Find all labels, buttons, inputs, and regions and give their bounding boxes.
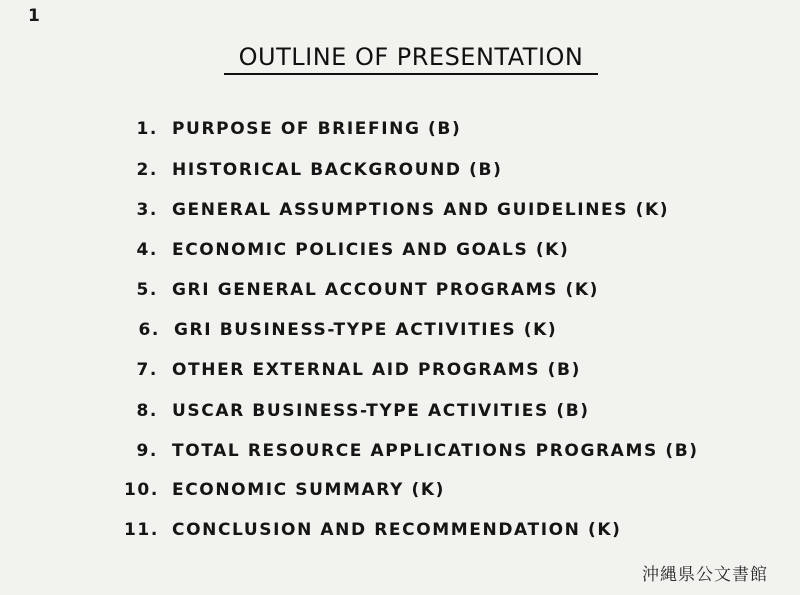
- outline-item: [124, 480, 445, 500]
- item-text: ECONOMIC SUMMARY (K): [172, 480, 445, 500]
- item-number: 8.: [136, 401, 158, 421]
- outline-item: [124, 441, 699, 461]
- item-number: 3.: [136, 200, 158, 220]
- title-underline: [224, 73, 598, 75]
- item-number: 6.: [138, 320, 160, 340]
- item-text: CONCLUSION AND RECOMMENDATION (K): [172, 520, 622, 540]
- item-number: 5.: [136, 280, 158, 300]
- outline-item: [124, 360, 581, 380]
- item-number: 2.: [136, 160, 158, 180]
- item-text: HISTORICAL BACKGROUND (B): [172, 160, 503, 180]
- item-text: USCAR BUSINESS-TYPE ACTIVITIES (B): [172, 401, 590, 421]
- item-number: 10.: [124, 480, 159, 500]
- item-text: ECONOMIC POLICIES AND GOALS (K): [172, 240, 570, 260]
- page-title: OUTLINE OF PRESENTATION: [238, 43, 584, 71]
- archive-watermark: 沖縄県公文書館: [642, 565, 768, 585]
- item-text: GENERAL ASSUMPTIONS AND GUIDELINES (K): [172, 200, 670, 220]
- item-text: PURPOSE OF BRIEFING (B): [172, 119, 462, 139]
- item-number: 4.: [136, 240, 158, 260]
- outline-item: [124, 520, 622, 540]
- item-text: GRI BUSINESS-TYPE ACTIVITIES (K): [174, 320, 558, 340]
- outline-item: [124, 160, 502, 180]
- item-number: 11.: [124, 520, 159, 540]
- outline-item: [124, 240, 569, 260]
- item-number: 7.: [136, 360, 158, 380]
- outline-item: [126, 320, 557, 340]
- item-text: TOTAL RESOURCE APPLICATIONS PROGRAMS (B): [172, 441, 699, 461]
- item-text: GRI GENERAL ACCOUNT PROGRAMS (K): [172, 280, 599, 300]
- item-number: 1.: [136, 119, 158, 139]
- page-number: 1: [28, 6, 40, 26]
- outline-item: [124, 119, 461, 139]
- outline-item: [124, 280, 599, 300]
- item-text: OTHER EXTERNAL AID PROGRAMS (B): [172, 360, 581, 380]
- outline-item: [124, 401, 590, 421]
- item-number: 9.: [136, 441, 158, 461]
- outline-item: [124, 200, 669, 220]
